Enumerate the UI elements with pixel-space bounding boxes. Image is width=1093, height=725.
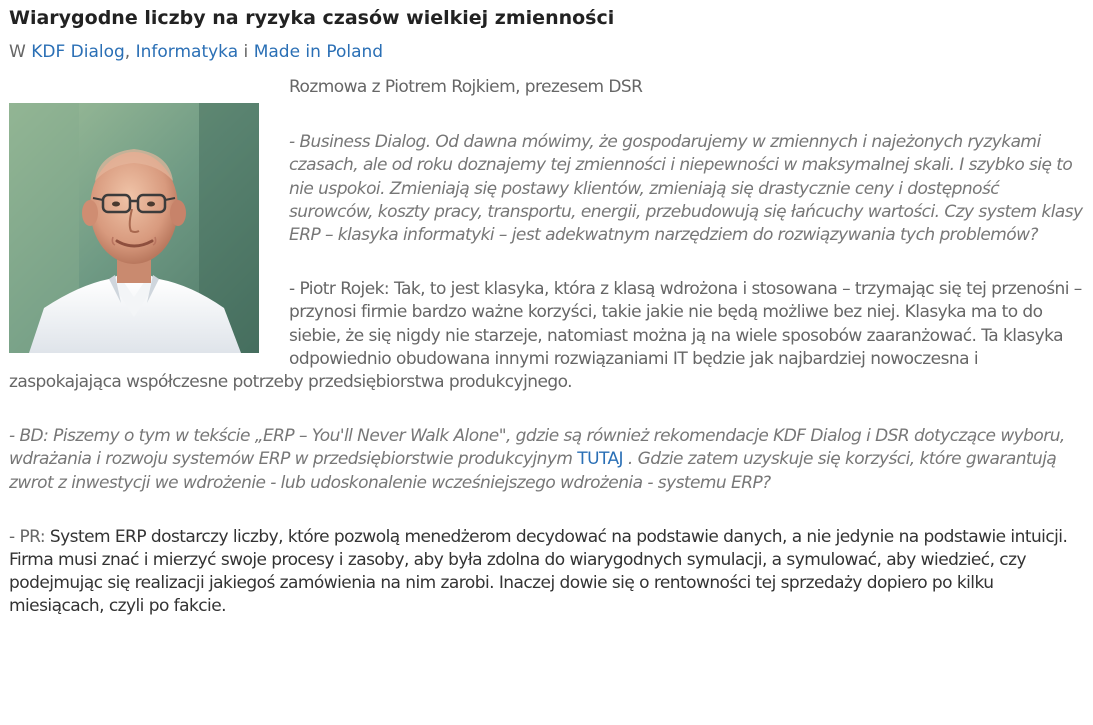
category-link-made-in-poland[interactable]: Made in Poland [253,42,384,62]
article-title: Wiarygodne liczby na ryzyka czasów wielkiej zmienności [9,7,615,29]
categories-prefix: W [9,42,26,62]
question-2-text-after: . Gdzie zatem uzyskuje się korzyści, które gwarantują zwrot z inwestycji we wdrożenie - lub udoskonalenie wcześniejszego wdrożenia - systemu ERP? [9,449,1057,493]
article-body [9,63,1084,619]
answer-1: - Piotr Rojek: Tak, to jest klasyka, która z klasą wdrożona i stosowana – trzymając się tej przenośni – przynosi firmie bardzo ważne korzyści, takie jakie nie będą możliwe bez niej. Klasyka ma to do siebie, że się nigdy nie starzeje, natomiast można ją na wiele sposobów zaaranżować. Ta klasyka odpowiednio obudowana innymi rozwiązaniami IT będzie jak najbardziej nowoczesna i zaspokajająca współczesne potrzeby przedsiębiorstwa produkcyjnego. [9,279,1082,393]
portrait-illustration [9,103,259,353]
interview-intro: Rozmowa z Piotrem Rojkiem, prezesem DSR [289,77,643,97]
question-2-text-before: - BD: Piszemy o tym w tekście „ERP – You'll Never Walk Alone", gdzie są również rekomendacje KDF Dialog i DSR dotyczące wyboru, wdrażania i rozwoju systemów ERP w przedsiębiorstwie produkcyjnym [9,426,1065,470]
question-2 [9,425,1084,495]
category-link-kdf-dialog[interactable]: KDF Dialog [31,42,125,62]
tutaj-link[interactable]: TUTAJ [577,449,624,470]
categories-separator-comma: , [124,42,131,62]
portrait-image [9,103,259,353]
answer-2 [9,526,1084,619]
categories-separator-and: i [243,42,249,62]
article-categories [9,41,1084,63]
answer-2-prefix: - PR: [9,526,50,547]
category-link-informatyka[interactable]: Informatyka [135,42,239,62]
question-1: - Business Dialog. Od dawna mówimy, że gospodarujemy w zmiennych i najeżonych ryzykami czasach, ale od roku doznajemy tej zmienności i niepewności w maksymalnej skali. I szybko się to nie uspokoi. Zmieniają się postawy klientów, zmieniają się drastycznie ceny i dostępność surowców, koszty pracy, transportu, energii, przebudowują się łańcuchy wartości. Czy system klasy ERP – klasyka informatyki – jest adekwatnym narzędziem do rozwiązywania tych problemów? [289,132,1083,246]
answer-2-body: System ERP dostarczy liczby, które pozwolą menedżerom decydować na podstawie danych, a nie jedynie na podstawie intuicji. Firma musi znać i mierzyć swoje procesy i zasoby, aby była zdolna do wiarygodnych symulacji, a symulować, aby wiedzieć, czy podejmując się realizacji jakiegoś zamówienia na nim zarobi. Inaczej dowie się o rentowności tej sprzedaży dopiero po kilku miesiącach, czyli po fakcie. [9,526,1068,617]
